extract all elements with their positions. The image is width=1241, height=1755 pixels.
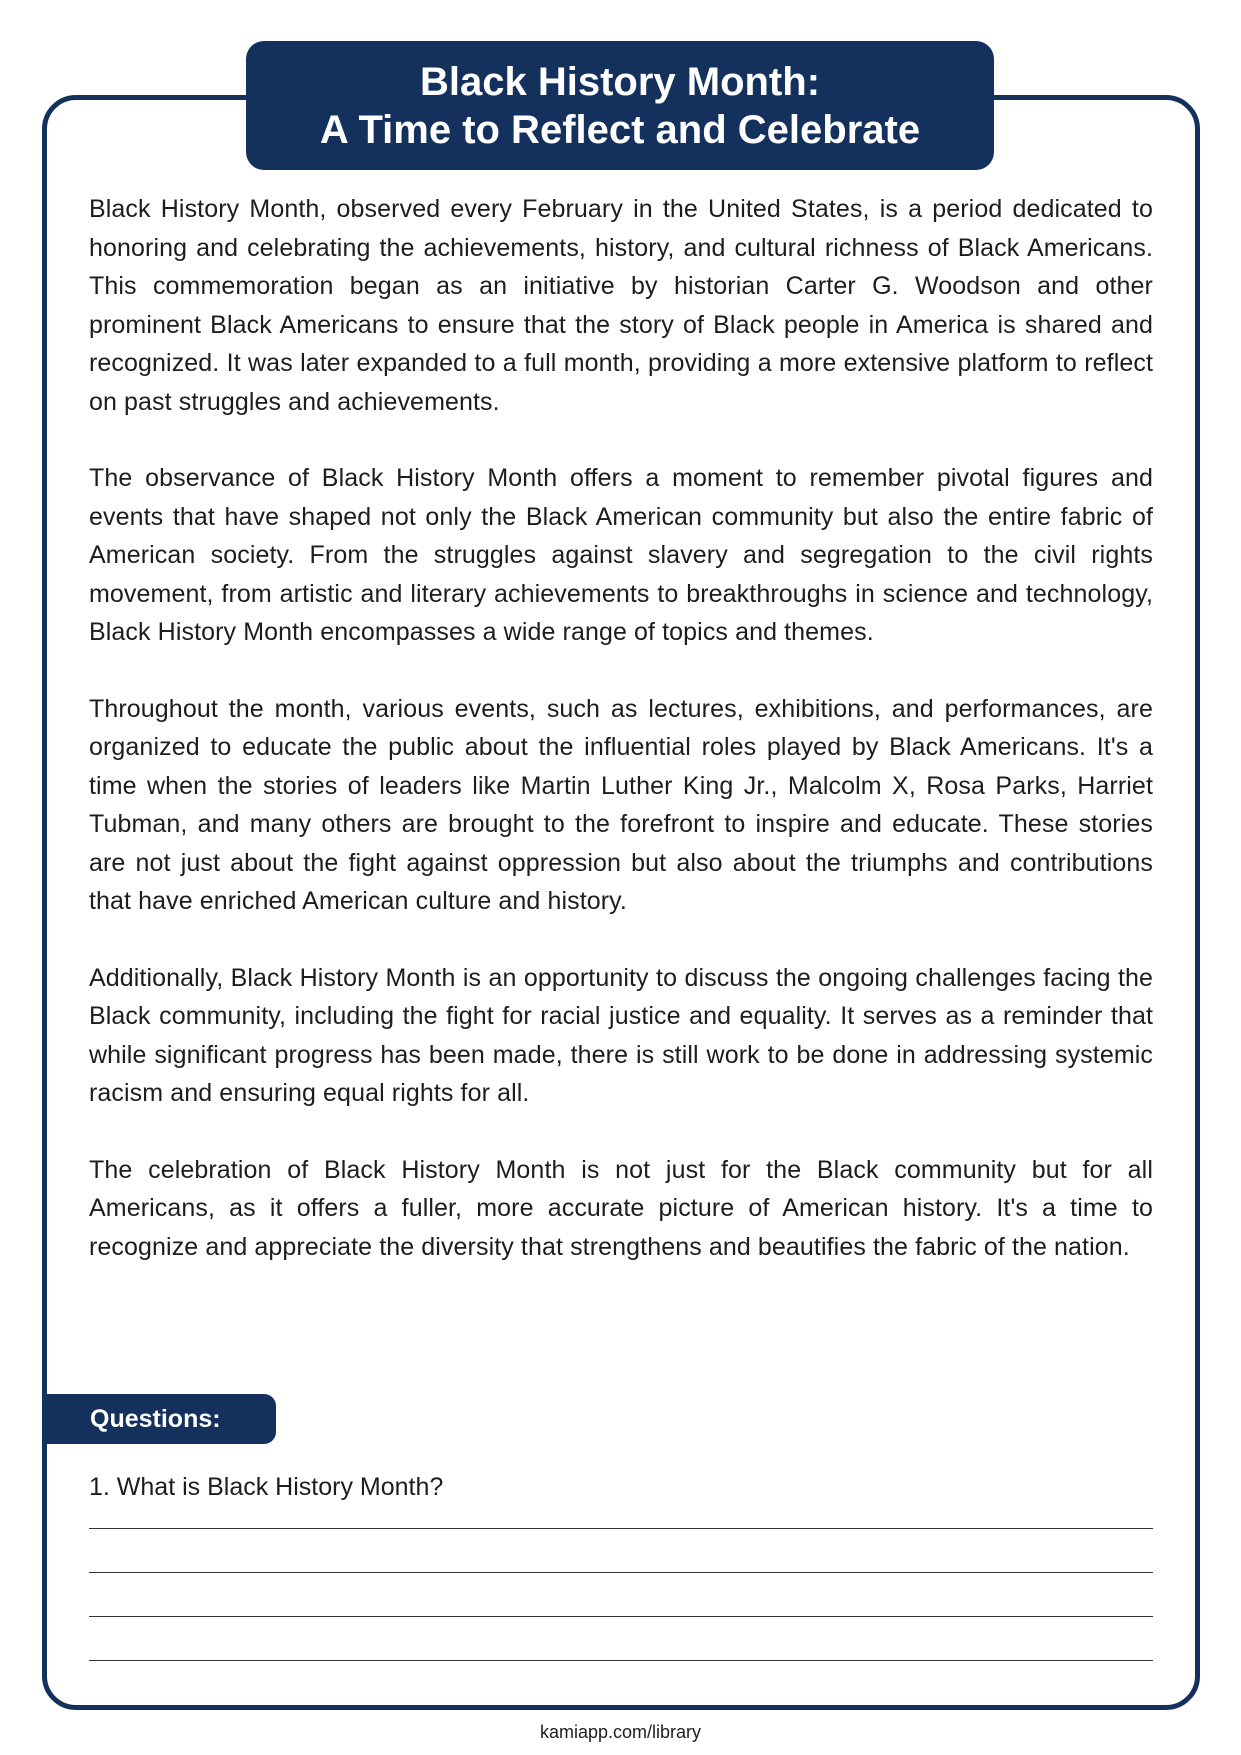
paragraph-3: Throughout the month, various events, such as lectures, exhibitions, and performances, are organized to educate the public about the influential roles played by Black Americans. It's a time when the stories of leaders like Martin Luther King Jr., Malcolm X, Rosa Parks, Harriet Tubman, and many others are brought to the forefront to inspire and educate. These stories are not just about the fight against oppression but also about the triumphs and contributions that have enriched American culture and history. xyxy=(89,694,1153,915)
title-line-2: A Time to Reflect and Celebrate xyxy=(319,107,921,152)
answer-line-2[interactable] xyxy=(89,1572,1153,1573)
answer-line-3[interactable] xyxy=(89,1616,1153,1617)
title-banner xyxy=(246,41,994,170)
answer-line-1[interactable] xyxy=(89,1528,1153,1529)
paragraph-1: Black History Month, observed every February in the United States, is a period dedicated to honoring and celebrating the achievements, history, and cultural richness of Black Americans. This commemoration began as an initiative by historian Carter G. Woodson and other prominent Black Americans to ensure that the story of Black people in America is shared and recognized. It was later expanded to a full month, providing a more extensive platform to reflect on past struggles and achievements. xyxy=(89,195,1153,416)
paragraph-5: The celebration of Black History Month is not just for the Black community but for all Americans, as it offers a fuller, more accurate picture of American history. It's a time to recognize and appreciate the diversity that strengthens and beautifies the fabric of the nation. xyxy=(89,1155,1153,1261)
title-line-1: Black History Month: xyxy=(419,59,821,104)
question-1: 1. What is Black History Month? xyxy=(89,1473,444,1501)
questions-heading: Questions: xyxy=(44,1394,276,1444)
paragraph-2: The observance of Black History Month offers a moment to remember pivotal figures and events that have shaped not only the Black American community but also the entire fabric of American society. From the struggles against slavery and segregation to the civil rights movement, from artistic and literary achievements to breakthroughs in science and technology, Black History Month encompasses a wide range of topics and themes. xyxy=(89,464,1153,646)
reading-passage xyxy=(89,190,1153,1304)
footer-url: kamiapp.com/library xyxy=(539,1722,702,1742)
answer-line-4[interactable] xyxy=(89,1660,1153,1661)
paragraph-4: Additionally, Black History Month is an opportunity to discuss the ongoing challenges facing the Black community, including the fight for racial justice and equality. It serves as a reminder that while significant progress has been made, there is still work to be done in addressing systemic racism and ensuring equal rights for all. xyxy=(89,963,1153,1107)
